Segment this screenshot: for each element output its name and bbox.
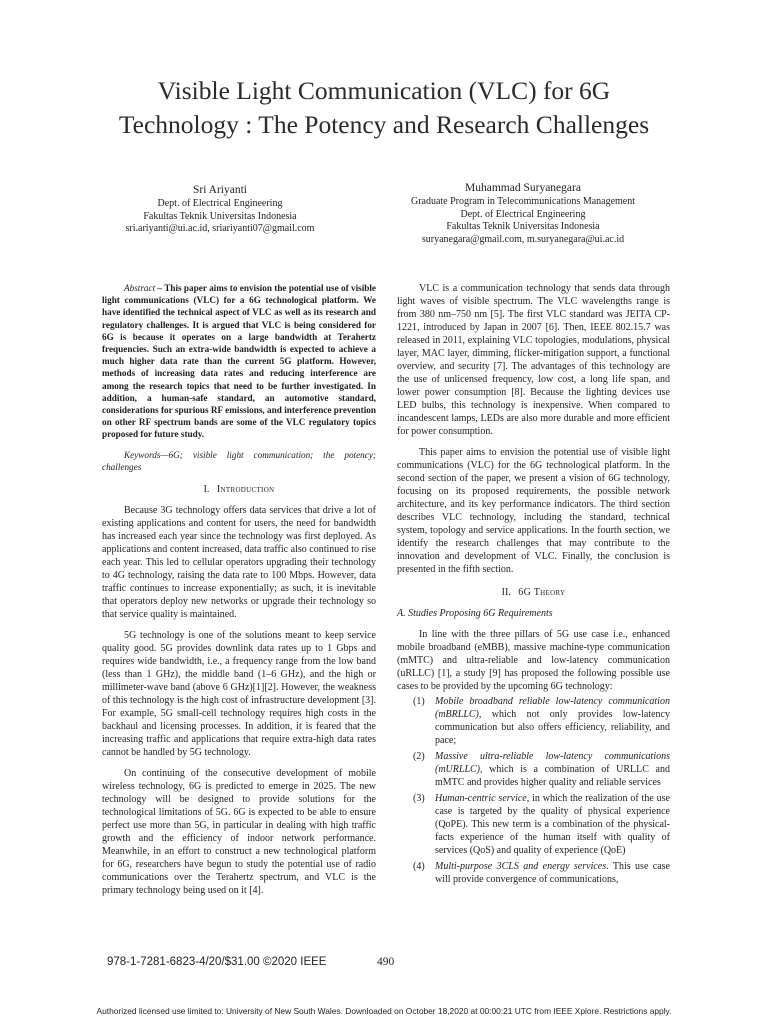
right-column [397,282,670,889]
author-email: suryanegara@gmail.com, m.suryanegara@ui.ac.id [421,233,625,245]
author-name: Sri Ariyanti [193,184,247,196]
abstract-label: Abstract [124,283,156,293]
list-number: (4) [413,861,425,872]
section-number: II. [501,587,511,598]
list-term: Multi-purpose 3CLS and energy services [435,861,607,872]
copyright-notice: 978-1-7281-6823-4/20/$31.00 ©2020 IEEE [107,956,327,968]
author-affiliation: Fakultas Teknik Universitas Indonesia [446,221,600,232]
section-number: I. [203,483,210,495]
subsection-paragraph: In line with the three pillars of 5G use case i.e., enhanced mobile broadband (eMBB), massive machine-type communication (mMTC) and ultra-reliable and low-latency communication (uRLLC) [1], a study [9] has proposed the following possible use cases to be provided by the upcoming 6G technology: [397,629,670,692]
list-term: Massive ultra-reliable low-latency communications (mURLLC) [435,751,670,775]
title-line-2: Technology : The Potency and Research Challenges [118,110,650,139]
intro-paragraph-3: On continuing of the consecutive development of mobile wireless technology, 6G is predicted to emerge in 2025. The new technology will be designed to provide solutions for the technological limitations of 5G. 6G is expected to be able to ensure perfect use more than 5G, in particular in dealing with high traffic growth and the efficiency of indoor network performance. Meanwhile, in an effort to construct a new technological platform for 6G, researchers have begun to study the potential use of radio communications over the Terahertz spectrum, and VLC is the primary technology being used on it [4]. [102,767,376,896]
list-text: , which is a combination of URLLC and mMTC and provides higher quality and reliable services [435,764,670,788]
author-block-1 [95,183,345,236]
author-name: Muhammad Suryanegara [465,182,581,194]
section-heading-6g-theory [397,586,670,599]
subsection-heading: A. Studies Proposing 6G Requirements [397,608,553,619]
author-program: Graduate Program in Telecommunications Management [410,196,636,207]
list-text: , which not only provides low-latency communication but also offers efficiency, reliability, and pace; [435,709,670,746]
list-item [397,860,670,886]
abstract [102,282,376,441]
license-notice: Authorized licensed use limited to: University of New South Wales. Downloaded on October 18,2020 at 00:00:21 UTC from IEEE Xplore. Restrictions apply. [96,1006,672,1016]
page-number: 490 [377,956,395,968]
list-text: . This use case will provide convergence of communications, [435,861,671,885]
vlc-paragraph: VLC is a communication technology that sends data through light waves of visible spectrum. The VLC wavelengths range is from 380 nm–750 nm [5]. The first VLC standard was JEITA CP-1221, introduced by Japan in 2007 [6]. Then, IEEE 802.15.7 was released in 2011, explaining VLC topologies, modulations, physical layer, MAC layer, dimming, flicker-mitigation support, a functional overview, and security [7]. The advantages of this technology are the use of unlicensed frequency, low cost, a long life span, and lower power consumption [8]. Because the lighting devices use LED bulbs, this technology is inexpensive. When compared to incandescent lamps, LEDs are also more durable and more efficient for power consumption. [397,283,670,437]
list-number: (1) [413,696,425,707]
section-title: Introduction [216,483,275,495]
paper-outline-paragraph: This paper aims to envision the potential use of visible light communications (VLC) for the 6G technological platform. In the second section of the paper, we present a vision of 6G technology, focusing on its proposed requirements, the possible network architecture, and its key performance indicators. The third section describes VLC technology, including the standard, technical system, topology and service applications. In the fourth section, we identify the research challenges that may contribute to the innovation and development of VLC. Finally, the conclusion is presented in the fifth section. [397,447,670,575]
list-text: , in which the realization of the use case is targeted by the quality of physical experience (QoPE). This new term is a combination of the physical-facts experience of the human itself with quality of services (QoS) and quality of experience (QoE) [435,793,670,856]
left-column [102,282,376,905]
intro-paragraph-1: Because 3G technology offers data services that drive a lot of existing applications and content for users, the need for bandwidth has increased each year since the technology was first deployed. As applications and content increased, data traffic also continued to rise each year. This led to cellular operators upgrading their technology to 4G technology, raising the data rate to 100 Mbps. However, data traffic continues to increase exponentially; as such, it is inevitable that operators deploy new networks or upgrade their technology so that service quality is maintained. [102,504,376,620]
paper-title [0,74,768,142]
list-item [397,695,670,747]
section-heading-introduction [102,483,376,496]
list-number: (3) [413,793,425,804]
list-number: (2) [413,751,425,762]
intro-paragraph-2: 5G technology is one of the solutions meant to keep service quality good. 5G provides downlink data rates up to 1 Gbps and requires wide bandwidth, i.e., a frequency range from the low band (less than 1 GHz), the middle band (1–6 GHz), and the high or millimeter-wave band (above 6 GHz)[1][2]. However, the weakness of this technology is the high cost of infrastructure development [3]. For example, 5G small-cell technology requires high costs in the backhaul and licensing processes. In addition, it is feared that the increasing traffic and applications that require extra-high data rates cannot be handled by 5G technology. [102,629,376,758]
title-line-1: Visible Light Communication (VLC) for 6G [157,76,611,105]
use-case-list [397,695,670,886]
keywords: Keywords—6G; visible light communication; the potency; challenges [102,449,376,472]
list-term: Human-centric service [435,793,527,804]
section-title: 6G Theory [518,587,566,598]
abstract-text: – This paper aims to envision the potential use of visible light communications (VLC) for a 6G technological platform. We have identified the technical aspect of VLC as well as its research and regulatory challenges. It is argued that VLC is being considered for 6G is because it operates on a large bandwidth at Terahertz frequencies. Such an extra-wide bandwidth is expected to achieve a much higher data rate than the current 5G platform. However, methods of increasing data rates and reducing interference are among the research topics that need to be further investigated. In addition, a human-safe standard, an automotive standard, considerations for spurious RF emissions, and interference prevention on other RF spectrum bands are some of the VLC regulatory topics proposed for future study. [102,283,376,440]
list-item [397,750,670,789]
author-email: sri.ariyanti@ui.ac.id, sriariyanti07@gmail.com [125,223,315,234]
author-dept: Dept. of Electrical Engineering [460,208,586,220]
author-dept: Dept. of Electrical Engineering [157,198,283,209]
author-affiliation: Fakultas Teknik Universitas Indonesia [143,210,297,222]
list-item [397,792,670,857]
list-term: Mobile broadband reliable low-latency communication (mBRLLC) [435,696,670,720]
author-block-2 [388,181,658,246]
